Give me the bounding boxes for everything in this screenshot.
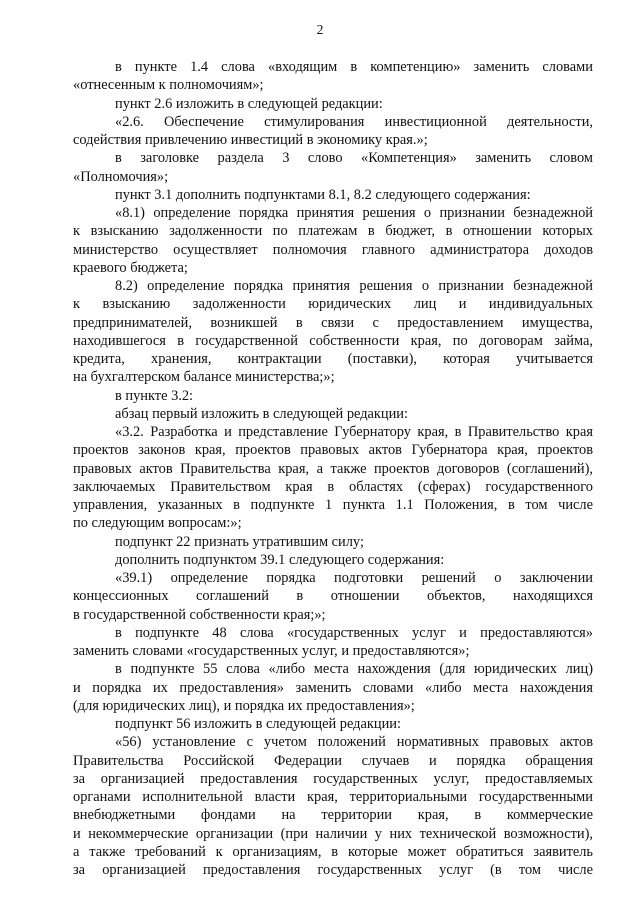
text-line: кредита, хранения, контрактации (поставки), которая учитывается (73, 351, 593, 367)
text-line: пункт 3.1 дополнить подпунктами 8.1, 8.2 следующего содержания: (115, 186, 531, 203)
text-line: заключаемых Правительством края в областях (сферах) государственного (73, 478, 593, 495)
text-line: дополнить подпунктом 39.1 следующего содержания: (115, 551, 445, 568)
text-line: внебюджетными фондами на территории края, в коммерческие (73, 807, 593, 824)
text-line: в заголовке раздела 3 слово «Компетенция» заменить словом (115, 150, 593, 167)
text-line: за организацией предоставления государственных услуг, предоставляемых (73, 770, 593, 787)
text-line: «56) установление с учетом положений нормативных правовых актов (115, 734, 593, 751)
text-line: и некоммерческие организации (при наличии у них технической возможности), (73, 825, 593, 842)
text-line: пункт 2.6 изложить в следующей редакции: (115, 95, 383, 112)
text-line: а также требований к организациям, в которые может обратиться заявитель (73, 843, 593, 860)
page-number: 2 (316, 22, 324, 37)
text-line: содействия привлечению инвестиций в экономику края.»; (73, 132, 428, 148)
text-line: к взысканию задолженности по платежам в бюджет, в отношении которых (73, 223, 593, 240)
text-line: министерство осуществляет полномочия главного администратора доходов (73, 241, 593, 258)
document-body (73, 58, 593, 879)
text-line: в пункте 3.2: (115, 387, 194, 404)
text-line: управления, указанных в подпункте 1 пункта 1.1 Положения, в том числе (73, 497, 593, 513)
text-line: абзац первый изложить в следующей редакции: (115, 405, 409, 422)
text-line: в государственной собственности края;»; (73, 606, 326, 623)
text-line: органами исполнительной власти края, территориальными государственными (73, 789, 593, 805)
text-line: заменить словами «государственных услуг, и предоставляются»; (73, 643, 470, 659)
text-line: «Полномочия»; (73, 168, 169, 185)
text-line: (для юридических лиц), и порядка их предоставления»; (73, 697, 415, 714)
text-line: находившегося в государственной собственности края, по договорам займа, (73, 332, 593, 349)
text-line: в пункте 1.4 слова «входящим в компетенцию» заменить словами (115, 59, 593, 75)
text-line: 8.2) определение порядка принятия решения о признании безнадежной (115, 278, 593, 294)
text-line: за организацией предоставления государственных услуг (в том числе (73, 862, 593, 878)
text-line: краевого бюджета; (73, 259, 188, 276)
text-line: Правительства Российской Федерации случаев и порядка обращения (73, 752, 593, 769)
text-line: «3.2. Разработка и представление Губернатору края, в Правительство края (115, 424, 593, 440)
text-line: по следующим вопросам:»; (73, 515, 242, 532)
text-line: в подпункте 48 слова «государственных услуг и предоставляются» (115, 624, 593, 641)
text-line: на бухгалтерском балансе министерства;»; (73, 369, 335, 386)
text-line: и порядка их предоставления» заменить словами «либо места нахождения (73, 679, 593, 696)
text-line: «отнесенным к полномочиям»; (73, 77, 264, 94)
text-line: в подпункте 55 слова «либо места нахождения (для юридических лиц) (115, 661, 593, 678)
text-line: подпункт 56 изложить в следующей редакции: (115, 716, 401, 732)
text-line: предпринимателей, возникшей в связи с предоставлением имущества, (73, 314, 593, 331)
text-line: концессионных соглашений в отношении объектов, находящихся (73, 588, 593, 605)
text-line: к взысканию задолженности юридических лиц и индивидуальных (73, 296, 593, 313)
text-line: «39.1) определение порядка подготовки решений о заключении (115, 570, 593, 586)
text-line: проектов законов края, проектов правовых актов Губернатора края, проектов (73, 442, 593, 459)
text-line: подпункт 22 признать утратившим силу; (115, 533, 364, 550)
text-line: «2.6. Обеспечение стимулирования инвестиционной деятельности, (115, 113, 593, 130)
text-line: правовых актов Правительства края, а также проектов договоров (соглашений), (73, 460, 593, 477)
text-line: «8.1) определение порядка принятия решения о признании безнадежной (115, 205, 593, 221)
